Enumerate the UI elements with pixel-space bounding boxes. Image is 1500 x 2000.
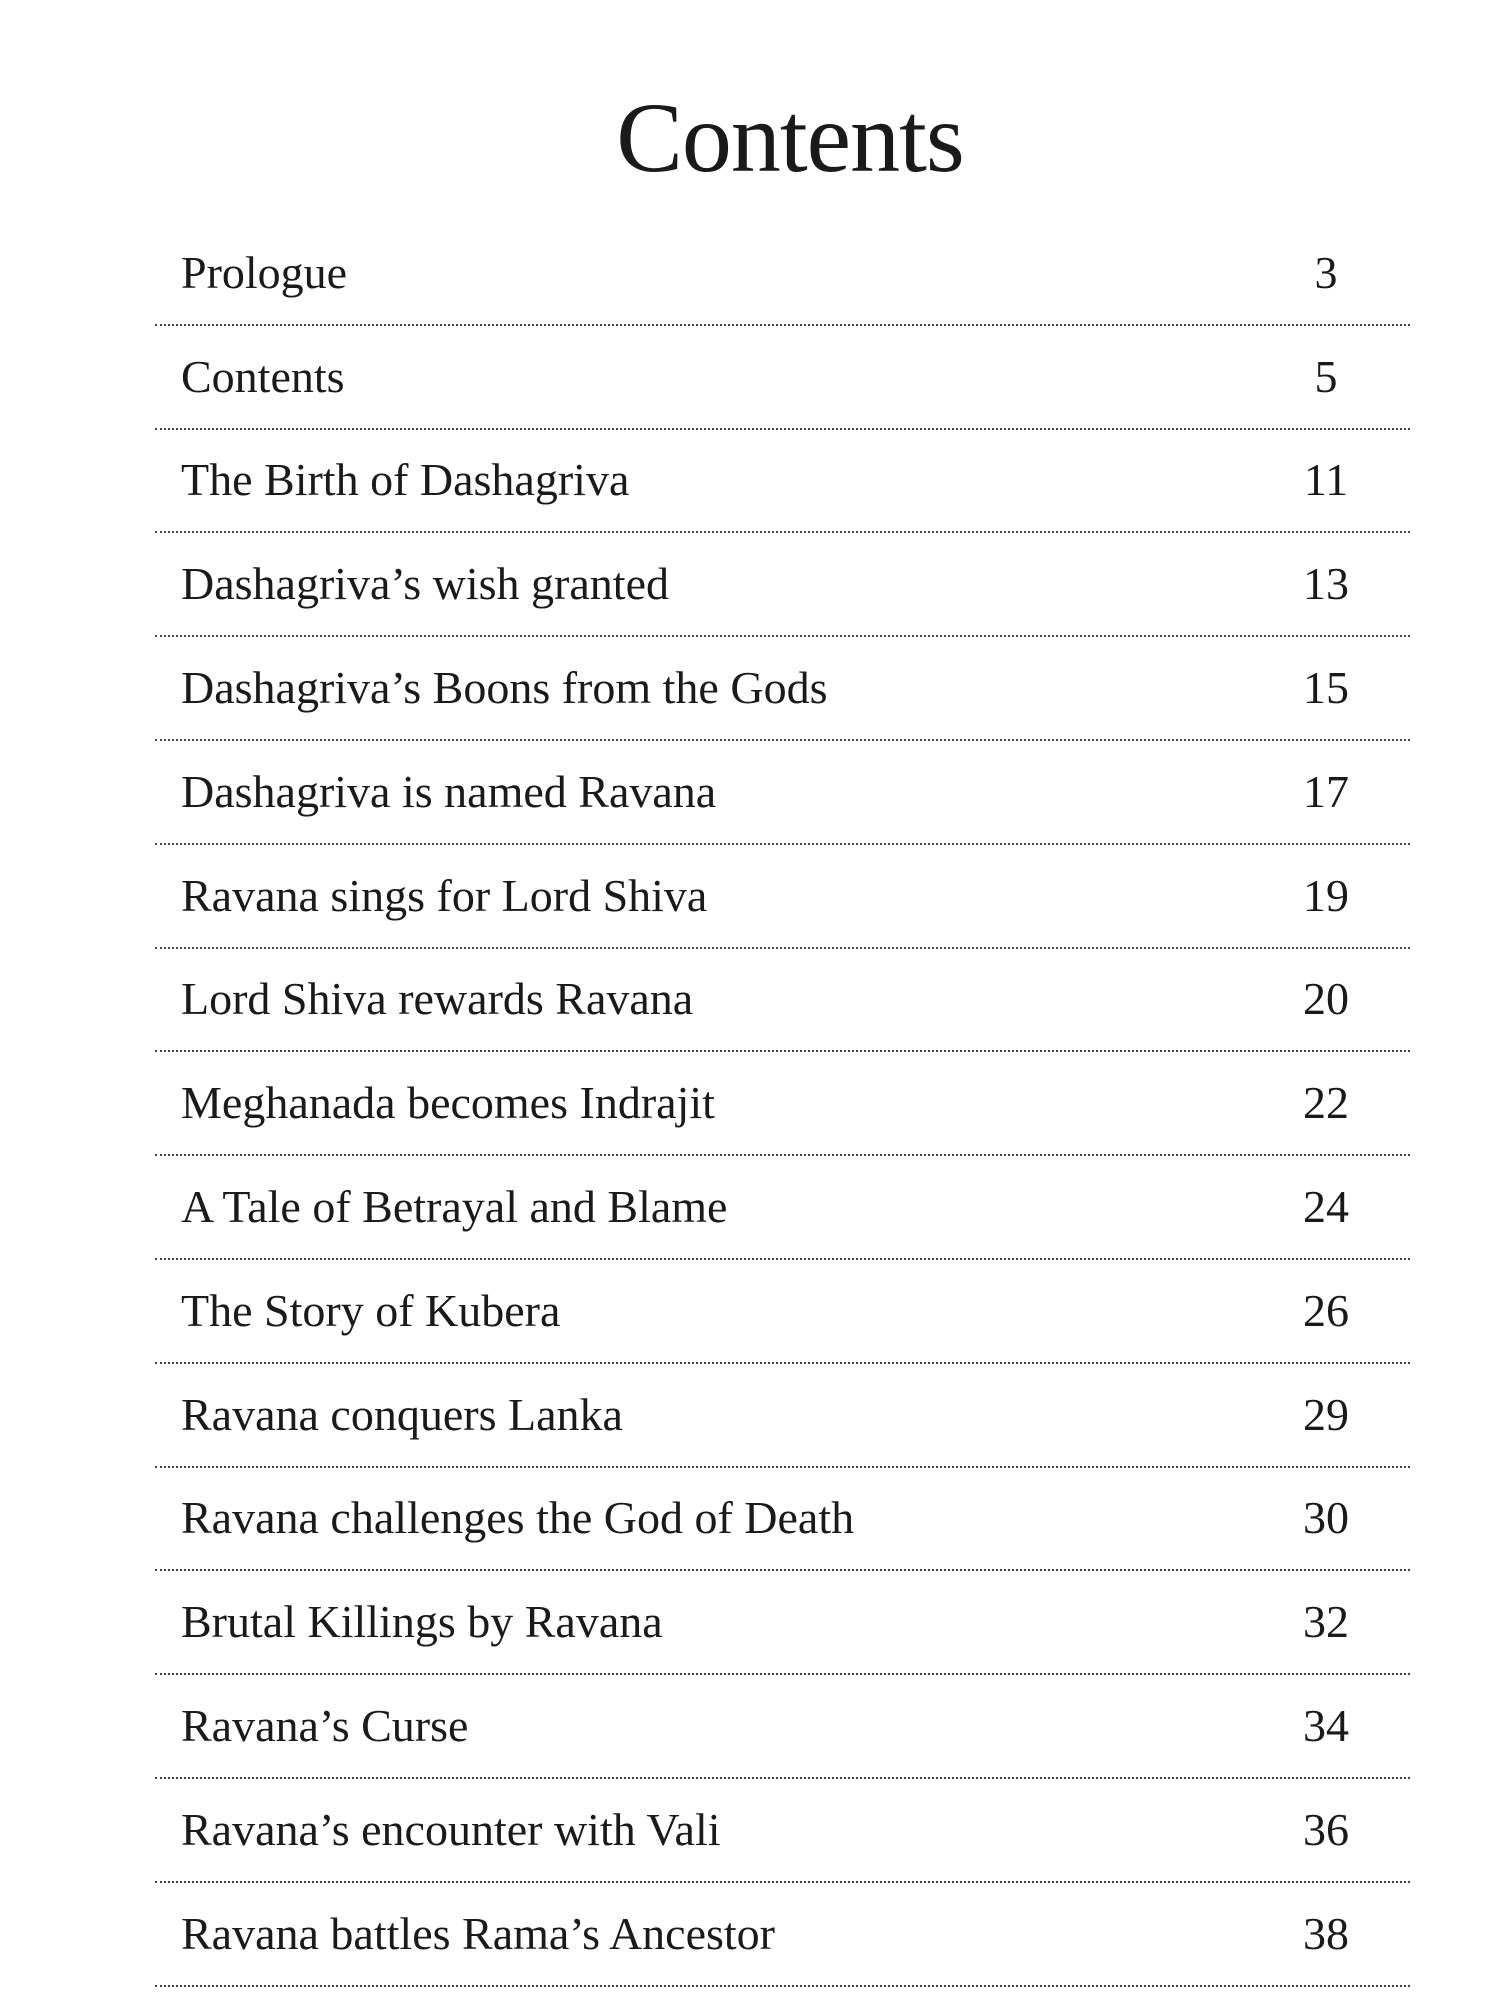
- toc-entry-page-number: 26: [1303, 1284, 1349, 1336]
- toc-entry-title: Ravana’s Curse: [181, 1700, 469, 1752]
- toc-entry-title: Dashagriva’s wish granted: [181, 558, 669, 610]
- toc-entry-page-number: 20: [1303, 973, 1349, 1025]
- toc-entry-title: The Story of Kubera: [181, 1284, 561, 1336]
- toc-entry-title: Ravana battles Rama’s Ancestor: [181, 1907, 776, 1959]
- toc-entry-page-number: 38: [1303, 1907, 1349, 1959]
- toc-entry-page-number: 22: [1303, 1077, 1349, 1129]
- toc-entry-title: Ravana’s encounter with Vali: [181, 1803, 721, 1855]
- toc-entry: [155, 1260, 1410, 1364]
- toc-entry-page-number: 13: [1303, 558, 1349, 610]
- toc-entry-page-number: 17: [1303, 765, 1349, 817]
- toc-entry: [155, 533, 1410, 637]
- toc-entry: [155, 1052, 1410, 1156]
- toc-entry: [155, 1364, 1410, 1468]
- toc-entry-title: Dashagriva is named Ravana: [181, 765, 717, 817]
- toc-entry-page-number: 36: [1303, 1803, 1349, 1855]
- toc-entry: [155, 1571, 1410, 1675]
- toc-entry: [155, 326, 1410, 430]
- toc-entry-title: Lord Shiva rewards Ravana: [181, 973, 694, 1025]
- toc-entry-title: Dashagriva’s Boons from the Gods: [181, 662, 828, 714]
- toc-entry-title: The Birth of Dashagriva: [181, 454, 630, 506]
- toc-entry-title: Prologue: [181, 246, 348, 298]
- toc-entry-page-number: 3: [1314, 246, 1338, 298]
- toc-entry-title: Brutal Killings by Ravana: [181, 1596, 663, 1648]
- toc-entry-page-number: 29: [1303, 1388, 1349, 1440]
- toc-entry: [155, 222, 1410, 326]
- toc-entry-page-number: 30: [1303, 1492, 1349, 1544]
- toc-entry: [155, 1883, 1410, 1987]
- toc-entry-title: Ravana sings for Lord Shiva: [181, 869, 708, 921]
- toc-entry: [155, 1468, 1410, 1572]
- toc-entry-page-number: 15: [1303, 662, 1349, 714]
- table-of-contents: [155, 222, 1410, 1987]
- toc-entry: [155, 1779, 1410, 1883]
- toc-entry: [155, 845, 1410, 949]
- page-title: Contents: [616, 82, 964, 193]
- toc-entry: [155, 430, 1410, 534]
- toc-entry: [155, 637, 1410, 741]
- toc-entry: [155, 949, 1410, 1053]
- toc-entry-title: Ravana conquers Lanka: [181, 1388, 623, 1440]
- toc-entry-page-number: 32: [1303, 1596, 1349, 1648]
- toc-entry-title: Contents: [181, 350, 345, 402]
- toc-entry-page-number: 5: [1314, 350, 1338, 402]
- toc-entry: [155, 741, 1410, 845]
- toc-entry-page-number: 11: [1303, 454, 1349, 506]
- toc-entry-page-number: 24: [1303, 1181, 1349, 1233]
- toc-entry: [155, 1675, 1410, 1779]
- toc-entry-page-number: 19: [1303, 869, 1349, 921]
- toc-entry-title: A Tale of Betrayal and Blame: [181, 1181, 728, 1233]
- toc-entry-page-number: 34: [1303, 1700, 1349, 1752]
- toc-entry: [155, 1156, 1410, 1260]
- toc-entry-title: Ravana challenges the God of Death: [181, 1492, 855, 1544]
- toc-entry-title: Meghanada becomes Indrajit: [181, 1077, 715, 1129]
